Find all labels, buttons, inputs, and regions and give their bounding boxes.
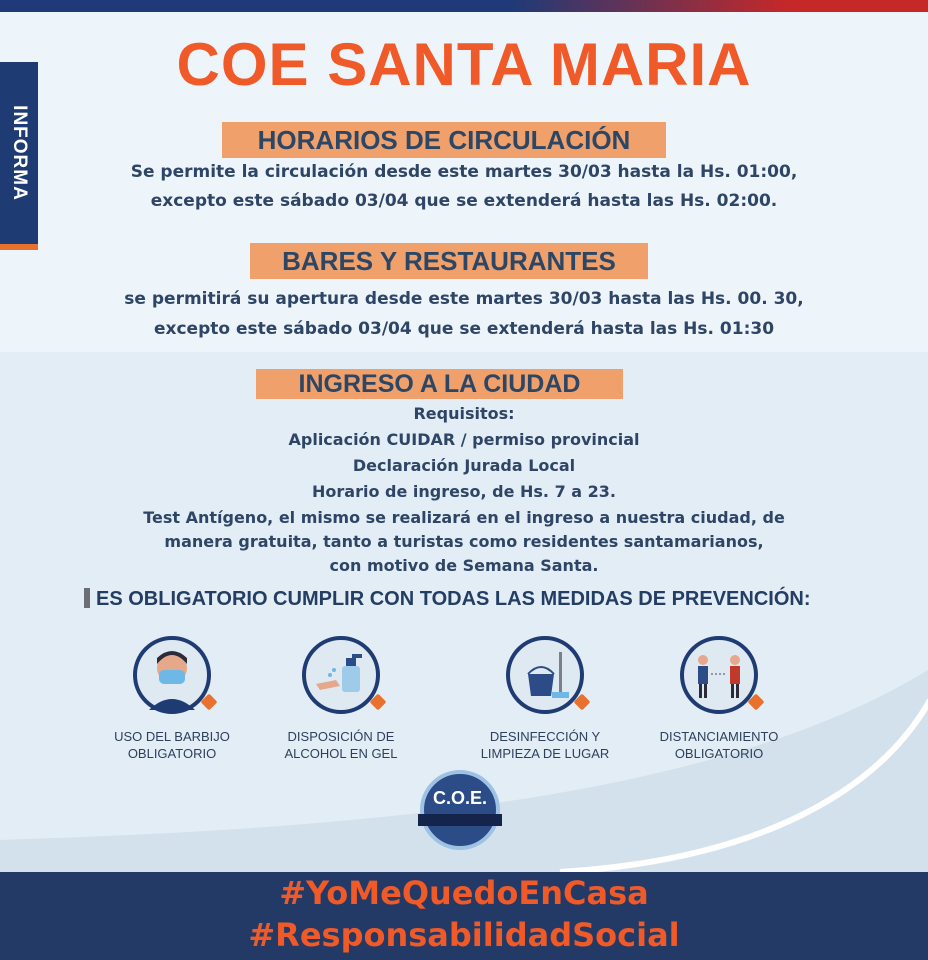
seal-band (418, 814, 502, 826)
measure-label-line: LIMPIEZA DE LUGAR (480, 746, 610, 761)
bucket-mop-icon (506, 636, 584, 714)
hashtag-quedo-en-casa: #YoMeQuedoEnCasa (279, 874, 649, 912)
notice-bar (84, 588, 90, 608)
section-line: Se permite la circulación desde este martes 30/03 hasta la Hs. 01:00, (130, 162, 798, 182)
measure-distance (629, 636, 809, 762)
hand-sanitizer-icon (302, 636, 380, 714)
mandatory-text: ES OBLIGATORIO CUMPLIR CON TODAS LAS MEDIDAS DE PREVENCIÓN: (96, 588, 811, 610)
section-line: Declaración Jurada Local (352, 456, 576, 475)
coe-seal-logo (420, 770, 500, 850)
section-heading-horarios: HORARIOS DE CIRCULACIÓN (222, 122, 666, 158)
section-line: Requisitos: (413, 404, 515, 423)
measure-cleaning (455, 636, 635, 762)
hashtag-responsabilidad: #ResponsabilidadSocial (248, 916, 680, 954)
face-mask-icon (133, 636, 211, 714)
page-title: COE SANTA MARIA (176, 31, 752, 98)
measure-label-line: DISPOSICIÓN DE (287, 729, 395, 744)
measure-label (251, 728, 431, 762)
measure-mask (82, 636, 262, 762)
measure-label-line: USO DEL BARBIJO (114, 729, 230, 744)
social-distance-icon (680, 636, 758, 714)
section-line: con motivo de Semana Santa. (329, 556, 599, 575)
measure-label-line: ALCOHOL EN GEL (284, 746, 398, 761)
section-heading-ingreso: INGRESO A LA CIUDAD (256, 369, 623, 399)
measure-label (455, 728, 635, 762)
informa-label: INFORMA (9, 105, 30, 201)
measure-label-line: OBLIGATORIO (127, 746, 217, 761)
measure-label (82, 728, 262, 762)
section-line: Test Antígeno, el mismo se realizará en el ingreso a nuestra ciudad, de (143, 508, 785, 527)
section-line: se permitirá su apertura desde este martes 30/03 hasta las Hs. 00. 30, (124, 289, 804, 309)
measure-label-line: DESINFECCIÓN Y (489, 729, 601, 744)
seal-text: C.O.E. (432, 788, 487, 808)
mandatory-notice (84, 588, 811, 611)
measure-label-line: OBLIGATORIO (674, 746, 764, 761)
section-line: excepto este sábado 03/04 que se extenderá hasta las Hs. 01:30 (153, 319, 775, 339)
section-line: manera gratuita, tanto a turistas como residentes santamarianos, (164, 532, 764, 551)
section-line: Aplicación CUIDAR / permiso provincial (288, 430, 640, 449)
measure-label-line: DISTANCIAMIENTO (659, 729, 779, 744)
section-line: excepto este sábado 03/04 que se extenderá hasta las Hs. 02:00. (150, 191, 778, 211)
measure-alcohol (251, 636, 431, 762)
top-bar (0, 0, 928, 12)
section-heading-bares: BARES Y RESTAURANTES (250, 243, 648, 279)
section-line: Horario de ingreso, de Hs. 7 a 23. (312, 482, 616, 501)
measure-label (629, 728, 809, 762)
